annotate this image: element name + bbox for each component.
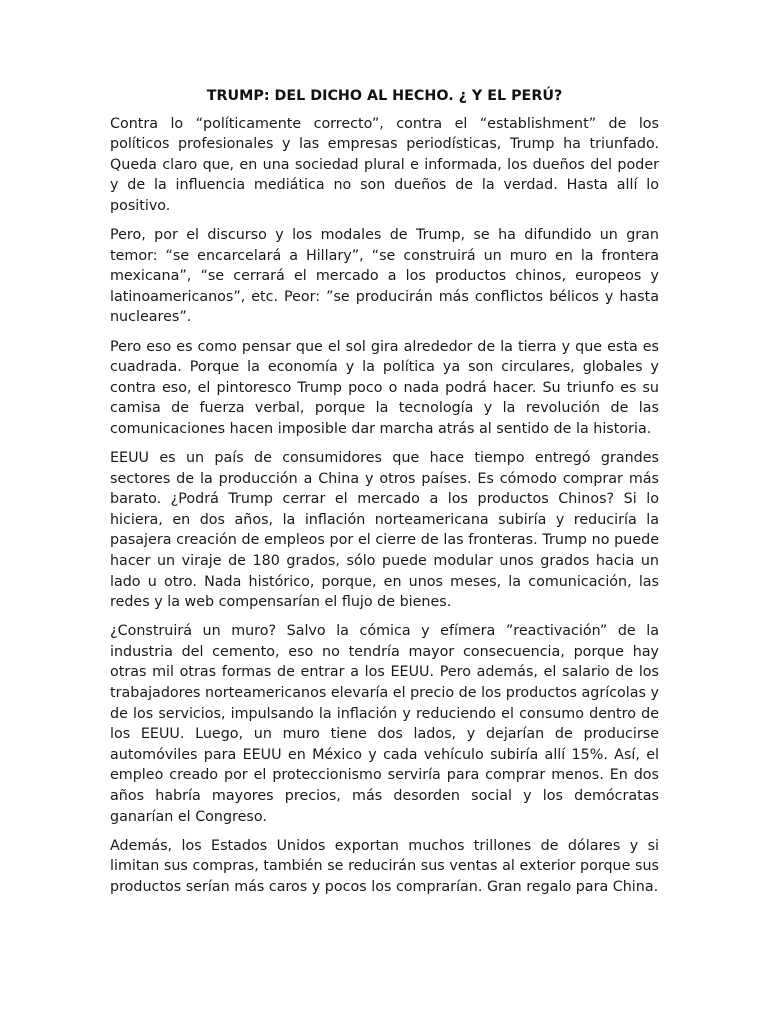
document-body — [110, 86, 659, 906]
paragraph-4: EEUU es un país de consumidores que hace tiempo entregó grandes sectores de la producción a China y otros países. Es cómodo comprar más barato. ¿Podrá Trump cerrar el mercado a los productos Chinos? Si lo hiciera, en dos años, la inflación norteamericana subiría y reduciría la pasajera creación de empleos por el cierre de las fronteras. Trump no puede hacer un viraje de 180 grados, sólo puede modular unos grados hacia un lado u otro. Nada histórico, porque, en unos meses, la comunicación, las redes y la web compensarían el flujo de bienes. — [110, 450, 659, 611]
paragraph-2: Pero, por el discurso y los modales de Trump, se ha difundido un gran temor: “se encarcelará a Hillary”, “se construirá un muro en la frontera mexicana”, “se cerrará el mercado a los productos chinos, europeos y latinoamericanos”, etc. Peor: ”se producirán más conflictos bélicos y hasta nucleares”. — [110, 227, 659, 326]
paragraph-3: Pero eso es como pensar que el sol gira alrededor de la tierra y que esta es cuadrada. Porque la economía y la política ya son circulares, globales y contra eso, el pintoresco Trump poco o nada podrá hacer. Su triunfo es su camisa de fuerza verbal, porque la tecnología y la revolución de las comunicaciones hacen imposible dar marcha atrás al sentido de la historia. — [110, 338, 659, 437]
document-title: TRUMP: DEL DICHO AL HECHO. ¿ Y EL PERÚ? — [206, 88, 563, 104]
paragraph-5: ¿Construirá un muro? Salvo la cómica y efímera ”reactivación” de la industria del cemento, eso no tendría mayor consecuencia, porque hay otras mil otras formas de entrar a los EEUU. Pero además, el salario de los trabajadores norteamericanos elevaría el precio de los productos agrícolas y de los servicios, impulsando la inflación y reduciendo el consumo dentro de los EEUU. Luego, un muro tiene dos lados, y dejarían de producirse automóviles para EEUU en México y cada vehículo subiría allí 15%. Así, el empleo creado por el proteccionismo serviría para comprar menos. En dos años habría mayores precios, más desorden social y los demócratas ganarían el Congreso. — [110, 623, 659, 825]
paragraph-6: Además, los Estados Unidos exportan muchos trillones de dólares y si limitan sus compras, también se reducirán sus ventas al exterior porque sus productos serían más caros y pocos los comprarían. Gran regalo para China. — [110, 837, 659, 895]
paragraph-1: Contra lo “políticamente correcto”, contra el “establishment” de los políticos profesionales y las empresas periodísticas, Trump ha triunfado. Queda claro que, en una sociedad plural e informada, los dueños del poder y de la influencia mediática no son dueños de la verdad. Hasta allí lo positivo. — [110, 115, 659, 214]
